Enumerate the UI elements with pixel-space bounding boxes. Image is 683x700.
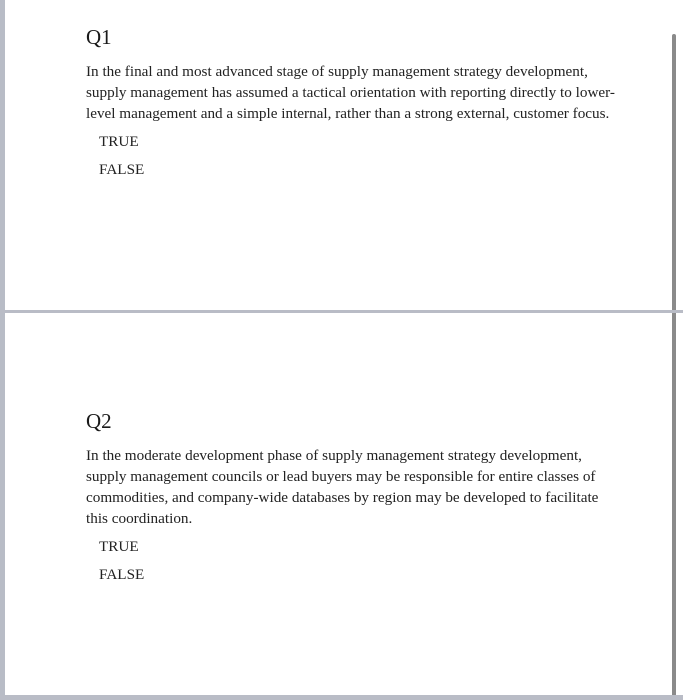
question-2: [86, 409, 616, 585]
question-text: In the moderate development phase of supply management strategy development, supply management councils or lead buyers may be responsible for entire classes of commodities, and company-wide databases by region may be developed to facilitate this coordination.: [86, 447, 599, 527]
option-false[interactable]: FALSE: [99, 566, 145, 583]
section-divider: [0, 695, 683, 700]
option-true[interactable]: TRUE: [99, 538, 139, 555]
question-text: In the final and most advanced stage of supply management strategy development, supply management has assumed a tactical orientation with reporting directly to lower-level management and a simple internal, rather than a strong external, customer focus.: [86, 63, 615, 122]
section-divider: [0, 310, 683, 313]
question-title: Q2: [86, 409, 112, 433]
left-border: [0, 0, 5, 700]
option-true[interactable]: TRUE: [99, 133, 139, 150]
question-1: [86, 25, 616, 180]
scrollbar[interactable]: [672, 34, 676, 700]
option-false[interactable]: FALSE: [99, 161, 145, 178]
question-title: Q1: [86, 25, 112, 49]
